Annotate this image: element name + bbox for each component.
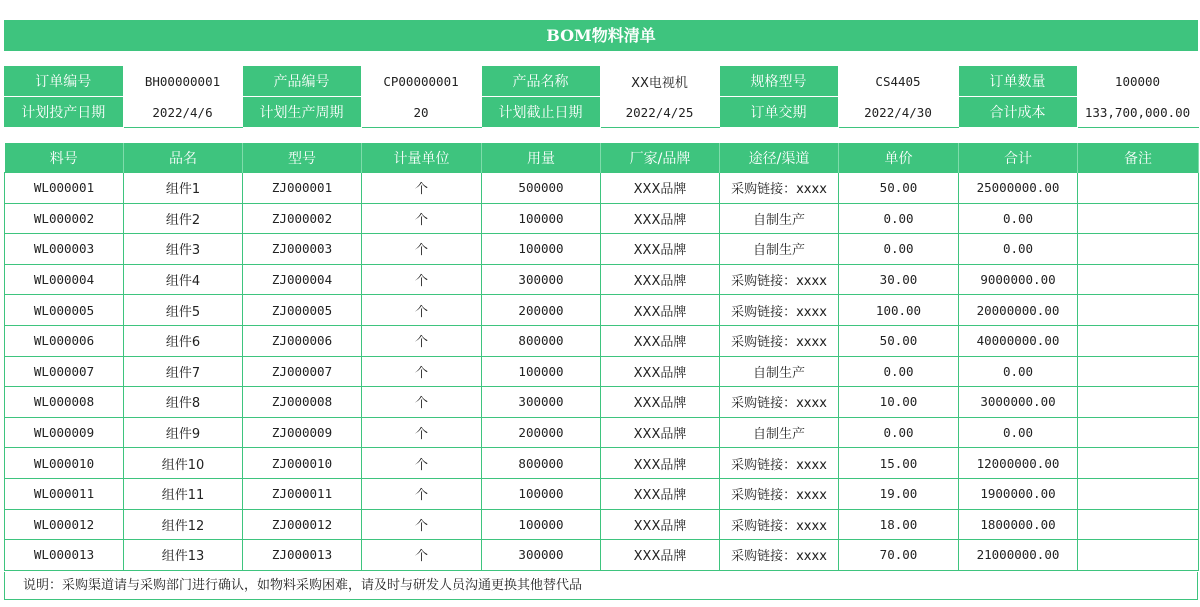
cell-remark: [1078, 448, 1199, 479]
cell-item-name: 组件5: [124, 295, 243, 326]
plan-cycle-value: 20: [361, 97, 481, 128]
cell-channel: 采购链接：xxxx: [720, 509, 839, 540]
cell-part-no: WL000007: [5, 356, 124, 387]
order-qty-value: 100000: [1077, 66, 1198, 97]
cell-quantity: 100000: [482, 356, 601, 387]
cell-part-no: WL000005: [5, 295, 124, 326]
cell-channel: 采购链接：xxxx: [720, 448, 839, 479]
cell-model: ZJ000013: [243, 540, 362, 571]
cell-subtotal: 20000000.00: [959, 295, 1078, 326]
column-header-subtotal: 合计: [959, 143, 1078, 173]
cell-item-name: 组件2: [124, 203, 243, 234]
cell-part-no: WL000012: [5, 509, 124, 540]
cell-unit-price: 30.00: [839, 264, 959, 295]
cell-model: ZJ000011: [243, 478, 362, 509]
cell-model: ZJ000008: [243, 387, 362, 418]
plan-end-value: 2022/4/25: [600, 97, 719, 128]
cell-unit-price: 19.00: [839, 478, 959, 509]
info-row-1: [4, 66, 1198, 97]
spec-model-value: CS4405: [838, 66, 958, 97]
cell-part-no: WL000006: [5, 325, 124, 356]
column-header-unit: 计量单位: [362, 143, 482, 173]
cell-remark: [1078, 325, 1199, 356]
cell-subtotal: 0.00: [959, 417, 1078, 448]
cell-brand: XXX品牌: [601, 234, 720, 265]
table-row: [5, 509, 1199, 540]
table-row: [5, 295, 1199, 326]
table-row: [5, 234, 1199, 265]
plan-start-label: 计划投产日期: [4, 97, 123, 128]
footnote: 说明：采购渠道请与采购部门进行确认，如物料采购困难，请及时与研发人员沟通更换其他替代品: [4, 572, 1198, 600]
cell-remark: [1078, 203, 1199, 234]
cell-item-name: 组件10: [124, 448, 243, 479]
cell-brand: XXX品牌: [601, 448, 720, 479]
cell-unit-price: 100.00: [839, 295, 959, 326]
cell-brand: XXX品牌: [601, 387, 720, 418]
cell-brand: XXX品牌: [601, 203, 720, 234]
page-title: BOM物料清单: [4, 20, 1198, 51]
cell-channel: 自制生产: [720, 234, 839, 265]
cell-part-no: WL000001: [5, 173, 124, 204]
cell-unit-price: 0.00: [839, 356, 959, 387]
column-header-channel: 途径/渠道: [720, 143, 839, 173]
product-name-label: 产品名称: [481, 66, 600, 97]
cell-unit-price: 0.00: [839, 234, 959, 265]
product-no-label: 产品编号: [242, 66, 361, 97]
cell-brand: XXX品牌: [601, 478, 720, 509]
cell-quantity: 200000: [482, 417, 601, 448]
table-row: [5, 264, 1199, 295]
cell-subtotal: 0.00: [959, 234, 1078, 265]
cell-unit: 个: [362, 234, 482, 265]
cell-unit-price: 50.00: [839, 173, 959, 204]
cell-unit-price: 15.00: [839, 448, 959, 479]
delivery-date-value: 2022/4/30: [838, 97, 958, 128]
cell-subtotal: 0.00: [959, 203, 1078, 234]
cell-subtotal: 1800000.00: [959, 509, 1078, 540]
cell-subtotal: 12000000.00: [959, 448, 1078, 479]
table-row: [5, 203, 1199, 234]
cell-channel: 采购链接：xxxx: [720, 387, 839, 418]
cell-model: ZJ000002: [243, 203, 362, 234]
cell-channel: 自制生产: [720, 417, 839, 448]
cell-brand: XXX品牌: [601, 173, 720, 204]
cell-item-name: 组件13: [124, 540, 243, 571]
bom-table: [4, 143, 1199, 571]
delivery-date-label: 订单交期: [719, 97, 838, 128]
cell-unit: 个: [362, 356, 482, 387]
cell-model: ZJ000001: [243, 173, 362, 204]
cell-quantity: 300000: [482, 264, 601, 295]
cell-unit-price: 10.00: [839, 387, 959, 418]
cell-quantity: 100000: [482, 509, 601, 540]
bom-header-row: [5, 143, 1199, 173]
table-row: [5, 540, 1199, 571]
cell-subtotal: 40000000.00: [959, 325, 1078, 356]
cell-brand: XXX品牌: [601, 356, 720, 387]
cell-channel: 自制生产: [720, 356, 839, 387]
cell-model: ZJ000004: [243, 264, 362, 295]
cell-model: ZJ000009: [243, 417, 362, 448]
cell-model: ZJ000012: [243, 509, 362, 540]
cell-unit: 个: [362, 509, 482, 540]
cell-part-no: WL000008: [5, 387, 124, 418]
cell-unit-price: 0.00: [839, 417, 959, 448]
cell-model: ZJ000010: [243, 448, 362, 479]
cell-brand: XXX品牌: [601, 325, 720, 356]
table-row: [5, 478, 1199, 509]
cell-remark: [1078, 478, 1199, 509]
cell-item-name: 组件12: [124, 509, 243, 540]
cell-remark: [1078, 264, 1199, 295]
plan-end-label: 计划截止日期: [481, 97, 600, 128]
column-header-quantity: 用量: [482, 143, 601, 173]
cell-unit: 个: [362, 203, 482, 234]
table-row: [5, 387, 1199, 418]
cell-unit: 个: [362, 295, 482, 326]
cell-part-no: WL000002: [5, 203, 124, 234]
cell-unit: 个: [362, 540, 482, 571]
cell-quantity: 100000: [482, 478, 601, 509]
cell-item-name: 组件1: [124, 173, 243, 204]
cell-unit-price: 18.00: [839, 509, 959, 540]
cell-quantity: 300000: [482, 387, 601, 418]
plan-start-value: 2022/4/6: [123, 97, 242, 128]
cell-unit-price: 50.00: [839, 325, 959, 356]
cell-subtotal: 3000000.00: [959, 387, 1078, 418]
cell-unit: 个: [362, 478, 482, 509]
cell-remark: [1078, 540, 1199, 571]
table-row: [5, 173, 1199, 204]
cell-quantity: 800000: [482, 325, 601, 356]
cell-model: ZJ000006: [243, 325, 362, 356]
cell-item-name: 组件7: [124, 356, 243, 387]
cell-remark: [1078, 417, 1199, 448]
product-no-value: CP00000001: [361, 66, 481, 97]
cell-unit: 个: [362, 387, 482, 418]
cell-quantity: 800000: [482, 448, 601, 479]
table-row: [5, 448, 1199, 479]
cell-item-name: 组件9: [124, 417, 243, 448]
table-row: [5, 325, 1199, 356]
order-info-table: [4, 66, 1199, 128]
plan-cycle-label: 计划生产周期: [242, 97, 361, 128]
cell-quantity: 100000: [482, 203, 601, 234]
cell-remark: [1078, 509, 1199, 540]
cell-part-no: WL000013: [5, 540, 124, 571]
cell-channel: 采购链接：xxxx: [720, 540, 839, 571]
order-no-value: BH00000001: [123, 66, 242, 97]
cell-quantity: 300000: [482, 540, 601, 571]
info-row-2: [4, 97, 1198, 128]
cell-remark: [1078, 234, 1199, 265]
cell-channel: 采购链接：xxxx: [720, 478, 839, 509]
cell-subtotal: 21000000.00: [959, 540, 1078, 571]
spec-model-label: 规格型号: [719, 66, 838, 97]
cell-subtotal: 0.00: [959, 356, 1078, 387]
cell-quantity: 500000: [482, 173, 601, 204]
column-header-unit-price: 单价: [839, 143, 959, 173]
cell-subtotal: 1900000.00: [959, 478, 1078, 509]
cell-channel: 采购链接：xxxx: [720, 173, 839, 204]
column-header-remark: 备注: [1078, 143, 1199, 173]
cell-unit: 个: [362, 264, 482, 295]
cell-remark: [1078, 173, 1199, 204]
column-header-part-no: 料号: [5, 143, 124, 173]
total-cost-label: 合计成本: [958, 97, 1077, 128]
cell-brand: XXX品牌: [601, 540, 720, 571]
cell-item-name: 组件4: [124, 264, 243, 295]
cell-item-name: 组件6: [124, 325, 243, 356]
cell-unit: 个: [362, 325, 482, 356]
cell-brand: XXX品牌: [601, 417, 720, 448]
column-header-brand: 厂家/品牌: [601, 143, 720, 173]
cell-item-name: 组件8: [124, 387, 243, 418]
order-qty-label: 订单数量: [958, 66, 1077, 97]
cell-part-no: WL000004: [5, 264, 124, 295]
cell-model: ZJ000007: [243, 356, 362, 387]
cell-unit: 个: [362, 173, 482, 204]
column-header-item-name: 品名: [124, 143, 243, 173]
table-row: [5, 417, 1199, 448]
product-name-value: XX电视机: [600, 66, 719, 97]
cell-unit: 个: [362, 417, 482, 448]
cell-part-no: WL000009: [5, 417, 124, 448]
cell-part-no: WL000003: [5, 234, 124, 265]
cell-item-name: 组件3: [124, 234, 243, 265]
cell-brand: XXX品牌: [601, 295, 720, 326]
cell-channel: 采购链接：xxxx: [720, 325, 839, 356]
cell-subtotal: 25000000.00: [959, 173, 1078, 204]
cell-model: ZJ000005: [243, 295, 362, 326]
cell-brand: XXX品牌: [601, 509, 720, 540]
cell-brand: XXX品牌: [601, 264, 720, 295]
column-header-model: 型号: [243, 143, 362, 173]
cell-remark: [1078, 356, 1199, 387]
cell-channel: 采购链接：xxxx: [720, 264, 839, 295]
order-no-label: 订单编号: [4, 66, 123, 97]
cell-subtotal: 9000000.00: [959, 264, 1078, 295]
cell-channel: 采购链接：xxxx: [720, 295, 839, 326]
cell-quantity: 200000: [482, 295, 601, 326]
cell-channel: 自制生产: [720, 203, 839, 234]
cell-unit-price: 70.00: [839, 540, 959, 571]
table-row: [5, 356, 1199, 387]
cell-unit-price: 0.00: [839, 203, 959, 234]
cell-quantity: 100000: [482, 234, 601, 265]
cell-item-name: 组件11: [124, 478, 243, 509]
total-cost-value: 133,700,000.00: [1077, 97, 1198, 128]
cell-remark: [1078, 387, 1199, 418]
cell-part-no: WL000011: [5, 478, 124, 509]
cell-unit: 个: [362, 448, 482, 479]
cell-part-no: WL000010: [5, 448, 124, 479]
cell-model: ZJ000003: [243, 234, 362, 265]
cell-remark: [1078, 295, 1199, 326]
